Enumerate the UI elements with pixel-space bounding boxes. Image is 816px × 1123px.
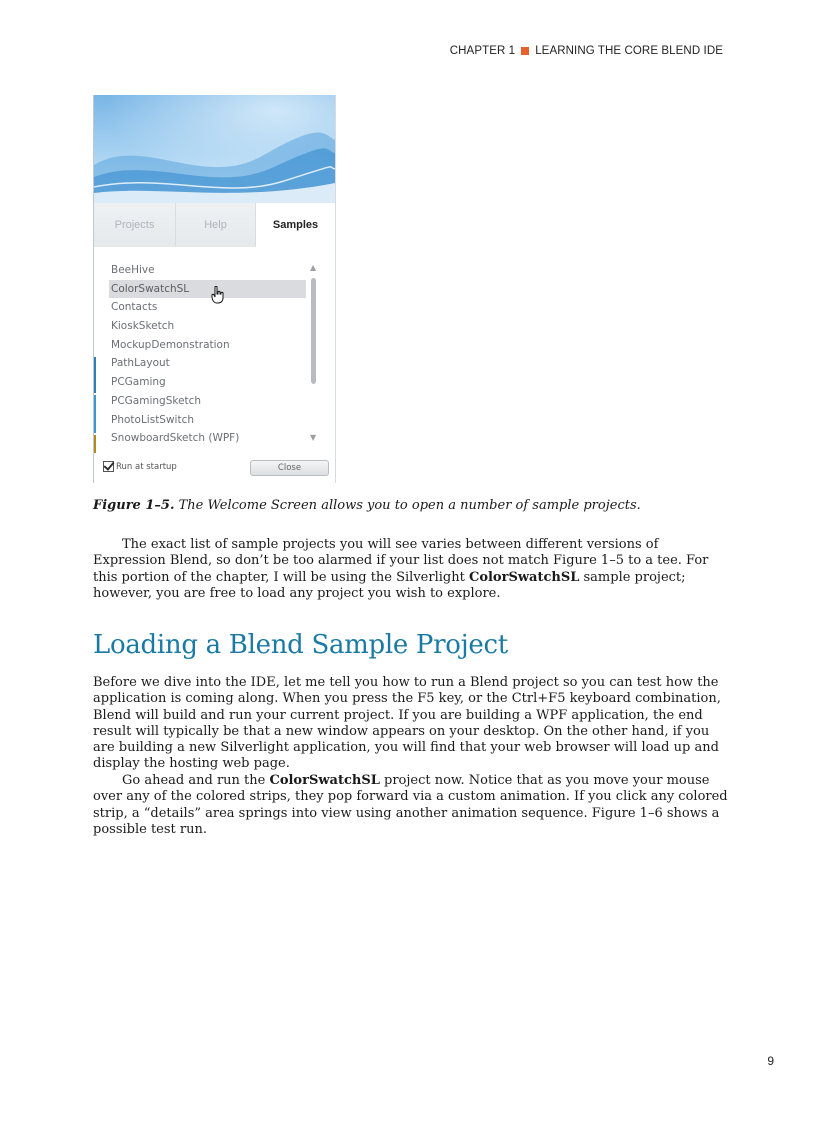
welcome-tabs [94,203,335,249]
scrollbar-thumb[interactable] [311,278,316,384]
page-number: 9 [767,1054,774,1068]
chapter-title: LEARNING THE CORE BLEND IDE [535,45,723,57]
list-item-selected[interactable]: ColorSwatchSL [109,280,306,299]
run-at-startup-label: Run at startup [116,461,177,472]
list-item[interactable]: PCGamingSketch [111,394,202,407]
list-item[interactable]: SnowboardSketch (WPF) [111,432,240,445]
body-paragraph [93,773,733,838]
body-paragraph: Before we dive into the IDE, let me tell you how to run a Blend project so you can test how the application is coming along. When you press the F5 key, or the Ctrl+F5 keyboard combination, Blend will build and run your current project. If you are building a WPF application, the end result will typically be that a new window appears on your desktop. On the other hand, if you are building a new Silverlight application, you will find that your web browser will load up and display the hosting web page. [93,675,721,772]
list-item[interactable]: BeeHive [111,264,155,276]
hand-cursor-icon [211,286,225,304]
accent-strip [94,435,96,453]
caption-text: The Welcome Screen allows you to open a number of sample projects. [174,498,641,513]
paragraph-text: The exact list of sample projects you will see varies between different versions of Expression Blend, so don’t be too alarmed if your list does not match Figure 1–5 to a tee. For this portion of the chapter, I will be using the Silverlight [93,537,709,585]
accent-strip [94,395,96,433]
chapter-label: CHAPTER 1 [449,45,516,57]
close-button[interactable]: Close [250,460,329,476]
list-item[interactable]: MockupDemonstration [111,338,230,351]
paragraph-text: Go ahead and run the [122,773,270,788]
tab-samples[interactable]: Samples [256,203,335,247]
list-item[interactable]: PhotoListSwitch [111,413,195,426]
list-item[interactable]: Contacts [111,301,158,314]
section-heading: Loading a Blend Sample Project [93,630,508,660]
welcome-banner [94,95,335,205]
list-item[interactable]: KioskSketch [111,320,175,333]
welcome-screen-figure [93,95,336,483]
wave-banner-image [94,95,335,205]
welcome-footer [94,457,335,481]
accent-strip [94,357,96,393]
list-item[interactable]: PathLayout [111,357,170,370]
figure-caption [93,498,733,513]
paragraph-text: sample project; however, you are free to load any project you wish to explore. [93,569,686,601]
paragraph-text: project now. Notice that as you move your mouse over any of the colored strips, they pop forward via a custom animation. If you click any colored strip, a “details” area springs into view using another animation sequence. Figure 1–6 shows a possible test run. [93,773,728,837]
scroll-up-icon[interactable]: ▲ [310,263,317,272]
running-head [450,45,723,57]
tab-help[interactable]: Help [176,203,256,247]
scroll-down-icon[interactable]: ▼ [310,433,317,442]
run-at-startup-checkbox[interactable] [103,461,177,472]
figure-label: Figure 1–5. [93,498,175,513]
bold-term: ColorSwatchSL [269,773,380,788]
square-bullet-icon [521,47,529,55]
tab-projects[interactable]: Projects [94,203,176,247]
body-paragraph [93,537,733,602]
bold-term: ColorSwatchSL [468,569,580,585]
list-item[interactable]: PCGaming [111,376,166,389]
sample-list [109,261,309,448]
checkmark-icon[interactable] [103,461,114,472]
